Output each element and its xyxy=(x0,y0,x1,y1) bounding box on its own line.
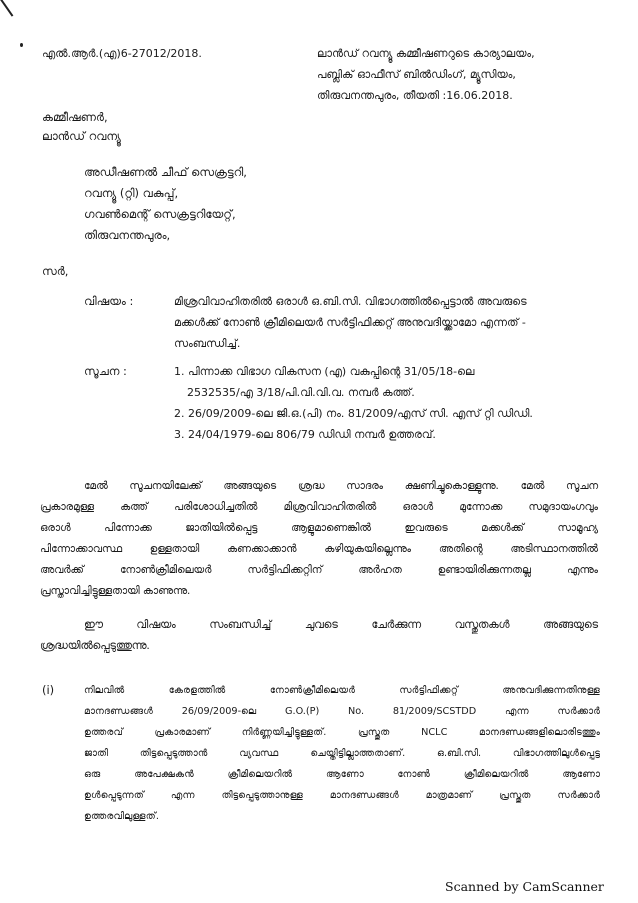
sender-department: ലാൻഡ് റവന്യൂ xyxy=(42,129,121,143)
reference-item-2: 2. 26/09/2009-ലെ ജി.ഒ.(പി) നം. 81/2009/എസ് സി. എസ് റ്റി ഡിഡി. xyxy=(174,407,533,420)
margin-dot xyxy=(20,43,23,47)
reference-item-3: 3. 24/04/1979-ലെ 806/79 ഡിഡി നമ്പർ ഉത്തരവ്. xyxy=(174,428,436,441)
point-1-line: ഉൾപ്പെടുന്നത് എന്ന തിട്ടപ്പെടുത്താനുള്ള മാനദണ്ഡങ്ങൾ മാത്രമാണ് പ്രസ്തുത സർക്കാർ xyxy=(84,790,600,801)
point-1-line: ഒരു അപേക്ഷകൻ ക്രീമിലെയറിൽ ആണോ നോൺ ക്രീമിലെയറിൽ ആണോ xyxy=(84,769,600,780)
paragraph-2-line: ഈ വിഷയം സംബന്ധിച്ച് ചുവടെ ചേർക്കുന്ന വസ്തുതകൾ അങ്ങയുടെ xyxy=(84,618,598,631)
point-1-line: ഉത്തരവ് പ്രകാരമാണ് നിർണ്ണയിച്ചിട്ടുള്ളത്. പ്രസ്തുത NCLC മാനദണ്ഡങ്ങളിലൊരിടത്തും xyxy=(84,727,600,738)
paragraph-1-line: അവർക്ക് നോൺക്രീമിലെയർ സർട്ടിഫിക്കറ്റിന് അർഹത ഉണ്ടായിരിക്കുന്നതല്ല എന്നും xyxy=(40,564,598,576)
point-1-line: മാനദണ്ഡങ്ങൾ 26/09/2009-ലെ G.O.(P) No. 81/2009/SCSTDD എന്ന സർക്കാർ xyxy=(84,706,600,717)
office-address-line-1: ലാൻഡ് റവന്യൂ കമ്മീഷണറുടെ കാര്യാലയം, xyxy=(317,47,535,60)
recipient-line-4: തിരുവനന്തപുരം, xyxy=(84,228,171,242)
point-1-label: (i) xyxy=(42,683,55,697)
reference-label: സൂചന : xyxy=(84,364,127,378)
paragraph-1-line: പ്രകാരമുള്ള കത്ത് പരിശോധിച്ചതിൽ മിശ്രവിവാഹിതരിൽ ഒരാൾ മുന്നോക്ക സമുദായംഗവും xyxy=(40,501,598,513)
subject-line-3: സംബന്ധിച്ച്. xyxy=(174,337,241,350)
office-address-line-2: പബ്ലിക് ഓഫീസ് ബിൽഡിംഗ്, മ്യൂസിയം, xyxy=(317,68,516,81)
subject-line-1: മിശ്രവിവാഹിതരിൽ ഒരാൾ ഒ.ബി.സി. വിഭാഗത്തിൽപ്പെട്ടാൽ അവരുടെ xyxy=(174,295,527,308)
paragraph-1-line: പിന്നോക്കാവസ്ഥ ഉള്ളതായി കണക്കാക്കാൻ കഴിയുകയില്ലെന്നും അതിന്റെ അടിസ്ഥാനത്തിൽ xyxy=(40,543,598,555)
recipient-line-1: അഡീഷണൽ ചീഫ് സെക്രട്ടറി, xyxy=(84,165,247,179)
corner-pen-mark xyxy=(0,0,25,17)
recipient-line-2: റവന്യൂ (റ്റി) വകുപ്പ്, xyxy=(84,186,179,200)
paragraph-1-line: മേൽ സൂചനയിലേക്ക് അങ്ങയുടെ ശ്രദ്ധ സാദരം ക്ഷണിച്ചുകൊള്ളുന്നു. മേൽ സൂചന xyxy=(84,480,598,492)
sender-title: കമ്മീഷണർ, xyxy=(42,110,108,124)
point-1-line: ഉത്തരവിലുള്ളത്. xyxy=(84,811,159,822)
paragraph-1-line: പ്രസ്താവിച്ചിട്ടുള്ളതായി കാണുന്നു. xyxy=(40,585,191,597)
salutation: സർ, xyxy=(42,264,69,278)
camscanner-watermark: Scanned by CamScanner xyxy=(445,879,604,894)
subject-line-2: മക്കൾക്ക് നോൺ ക്രീമിലെയർ സർട്ടിഫിക്കറ്റ് അനുവദിയ്ക്കാമോ എന്നത് - xyxy=(174,316,526,329)
paragraph-1-line: ഒരാൾ പിന്നോക്ക ജാതിയിൽപ്പെട്ട ആളുമാണെങ്കിൽ ഇവരുടെ മക്കൾക്ക് സാമൂഹ്യ xyxy=(40,522,598,534)
paragraph-2 xyxy=(40,614,598,656)
point-1-body xyxy=(84,680,600,827)
reference-item-1-line-1: 1. പിന്നാക്ക വിഭാഗ വികസന (എ) വകുപ്പിന്റെ 31/05/18-ലെ xyxy=(174,365,475,378)
recipient-line-3: ഗവൺമെന്റ് സെക്രട്ടറിയേറ്റ്, xyxy=(84,207,236,221)
subject-label: വിഷയം : xyxy=(84,294,134,308)
paragraph-1 xyxy=(40,476,598,602)
office-address-date: തിരുവനന്തപുരം, തീയതി :16.06.2018. xyxy=(317,89,513,102)
reference-number: എൽ.ആർ.(എ)6-27012/2018. xyxy=(42,47,202,60)
paragraph-2-line: ശ്രദ്ധയിൽപ്പെടുത്തുന്നു. xyxy=(40,639,150,652)
point-1-line: നിലവിൽ കേരളത്തിൽ നോൺക്രീമിലെയർ സർട്ടിഫിക്കറ്റ് അനുവദിക്കുന്നതിനുള്ള xyxy=(84,685,600,696)
reference-item-1-line-2: 2532535/എ 3/18/പി.വി.വി.വ. നമ്പർ കത്ത്. xyxy=(187,386,415,399)
point-1-line: ജാതി തിട്ടപ്പെടുത്താൻ വ്യവസ്ഥ ചെയ്തിട്ടില്ലാത്തതാണ്. ഒ.ബി.സി. വിഭാഗത്തിലുൾപ്പെട്ട xyxy=(84,748,600,759)
